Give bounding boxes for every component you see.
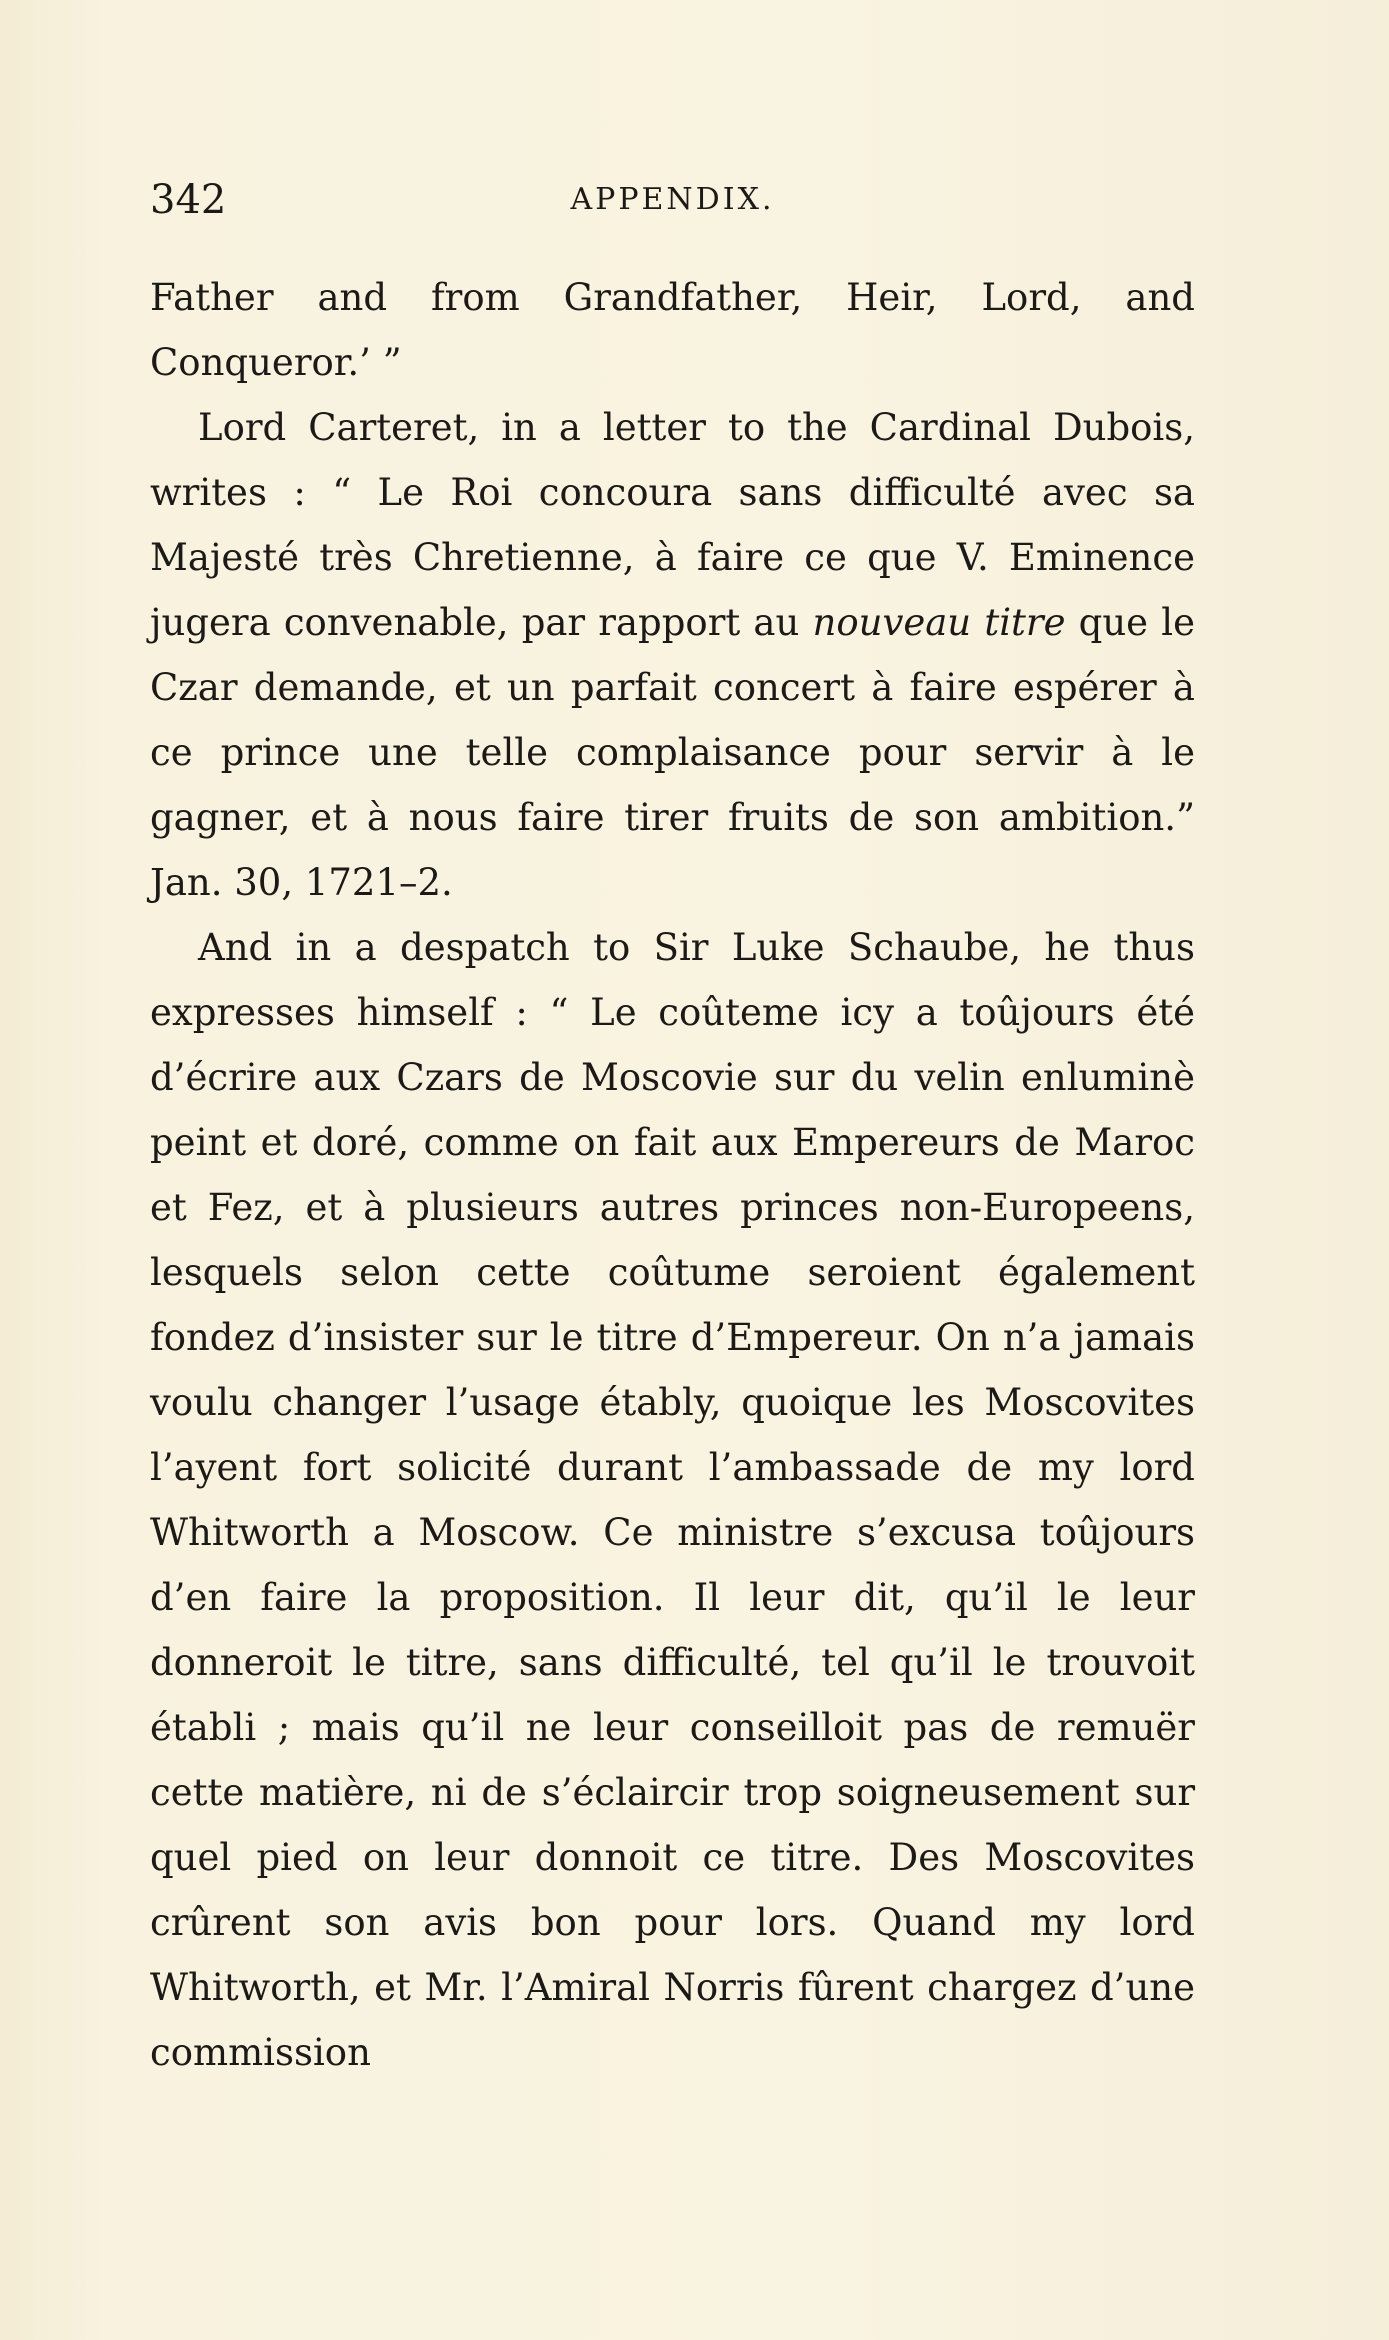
page-header [150, 170, 1195, 230]
paragraph-text: que le Czar demande, et un parfait concert à faire espérer à ce prince une telle complaisance pour servir à le gagner, et à nous faire tirer fruits de son ambition.” Jan. 30, 1721–2. [150, 601, 1195, 904]
paragraph-schaube-despatch: And in a despatch to Sir Luke Schaube, he thus expresses himself : “ Le coûteme icy a toûjours été d’écrire aux Czars de Moscovie sur du velin enluminè peint et doré, comme on fait aux Empereurs de Maroc et Fez, et à plusieurs autres princes non-Europeens, lesquels selon cette coûtume seroient également fondez d’insister sur le titre d’Empereur. On n’a jamais voulu changer l’usage étably, quoique les Moscovites l’ayent fort solicité durant l’ambassade de my lord Whitworth a Moscow. Ce ministre s’excusa toûjours d’en faire la proposition. Il leur dit, qu’il le leur donneroit le titre, sans difficulté, tel qu’il le trouvoit établi ; mais qu’il ne leur conseilloit pas de remuër cette matière, ni de s’éclaircir trop soigneusement sur quel pied on leur donnoit ce titre. Des Moscovites crûrent son avis bon pour lors. Quand my lord Whitworth, et Mr. l’Amiral Norris fûrent chargez d’une commission [150, 926, 1195, 2074]
paragraph-text: Lord Carteret, in a letter to the Cardinal Dubois, writes : “ Le Roi concoura sans difficulté avec sa Majesté très Chretienne, à faire ce que V. Eminence jugera convenable, par rapport au [150, 406, 1195, 644]
body-text [150, 265, 1195, 2085]
running-head: APPENDIX. [570, 182, 775, 217]
page-number: 342 [150, 177, 227, 223]
italic-phrase: nouveau titre [812, 601, 1066, 644]
paragraph-continuation: Father and from Grandfather, Heir, Lord, and Conqueror.’ ” [150, 276, 1195, 384]
paragraph-carteret-letter [150, 395, 1195, 915]
